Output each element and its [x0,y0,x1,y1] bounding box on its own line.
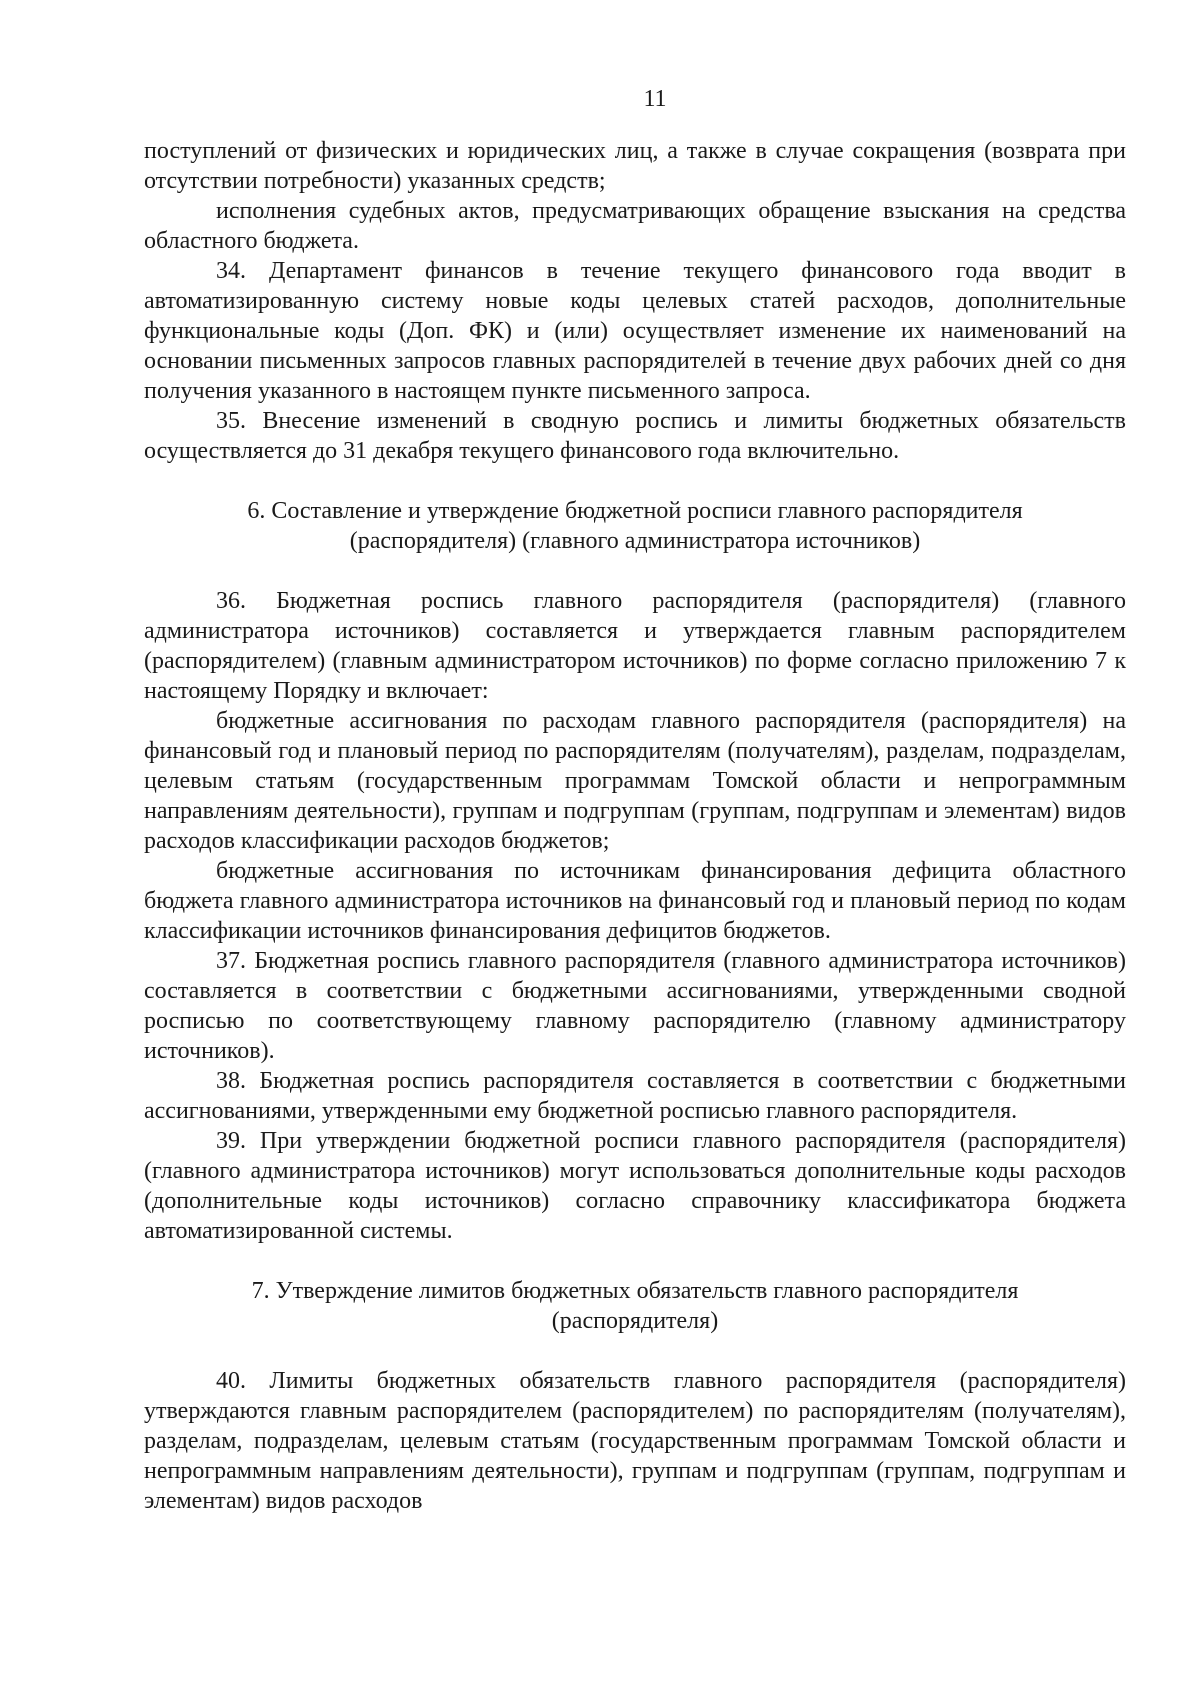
paragraph-38: 38. Бюджетная роспись распорядителя составляется в соответствии с бюджетными ассигнованиями, утвержденными ему бюджетной росписью главного распорядителя. [144,1068,1126,1124]
paragraph-39: 39. При утверждении бюджетной росписи главного распорядителя (распорядителя) (главного администратора источников) могут использоваться дополнительные коды расходов (дополнительные коды источников) согласно справочнику классификатора бюджета автоматизированной системы. [144,1128,1126,1244]
section-6-heading-line-2: (распорядителя) (главного администратора источников) [349,528,921,554]
paragraph-36: 36. Бюджетная роспись главного распорядителя (распорядителя) (главного администратора источников) составляется и утверждается главным распорядителем (распорядителем) (главным администратором источников) по форме согласно приложению 7 к настоящему Порядку и включает: [144,588,1126,704]
paragraph: поступлений от физических и юридических лиц, а также в случае сокращения (возврата при отсутствии потребности) указанных средств; [144,138,1126,194]
page-number: 11 [643,86,667,112]
paragraph-35: 35. Внесение изменений в сводную роспись и лимиты бюджетных обязательств осуществляется до 31 декабря текущего финансового года включительно. [144,408,1126,464]
paragraph-37: 37. Бюджетная роспись главного распорядителя (главного администратора источников) составляется в соответствии с бюджетными ассигнованиями, утвержденными сводной росписью по соответствующему главному распорядителю (главному администратору источников). [144,948,1126,1064]
paragraph-34: 34. Департамент финансов в течение текущего финансового года вводит в автоматизированную систему новые коды целевых статей расходов, дополнительные функциональные коды (Доп. ФК) и (или) осуществляет изменение их наименований на основании письменных запросов главных распорядителей в течение двух рабочих дней со дня получения указанного в настоящем пункте письменного запроса. [144,258,1126,404]
section-6-heading [144,496,1126,556]
section-6-heading-line-1: 6. Составление и утверждение бюджетной росписи главного распорядителя [247,498,1023,524]
paragraph-40: 40. Лимиты бюджетных обязательств главного распорядителя (распорядителя) утверждаются главным распорядителем (распорядителем) по распорядителям (получателям), разделам, подразделам, целевым статьям (государственным программам Томской области и непрограммным направлениям деятельности), группам и подгруппам (группам, подгруппам и элементам) видов расходов [144,1368,1126,1514]
paragraph: исполнения судебных актов, предусматривающих обращение взыскания на средства областного бюджета. [144,198,1126,254]
section-7-heading [144,1276,1126,1336]
section-7-heading-line-2: (распорядителя) [551,1308,719,1334]
paragraph: бюджетные ассигнования по расходам главного распорядителя (распорядителя) на финансовый год и плановый период по распорядителям (получателям), разделам, подразделам, целевым статьям (государственным программам Томской области и непрограммным направлениям деятельности), группам и подгруппам (группам, подгруппам и элементам) видов расходов классификации расходов бюджетов; [144,708,1126,854]
paragraph: бюджетные ассигнования по источникам финансирования дефицита областного бюджета главного администратора источников на финансовый год и плановый период по кодам классификации источников финансирования дефицитов бюджетов. [144,858,1126,944]
section-7-heading-line-1: 7. Утверждение лимитов бюджетных обязательств главного распорядителя [251,1278,1019,1304]
